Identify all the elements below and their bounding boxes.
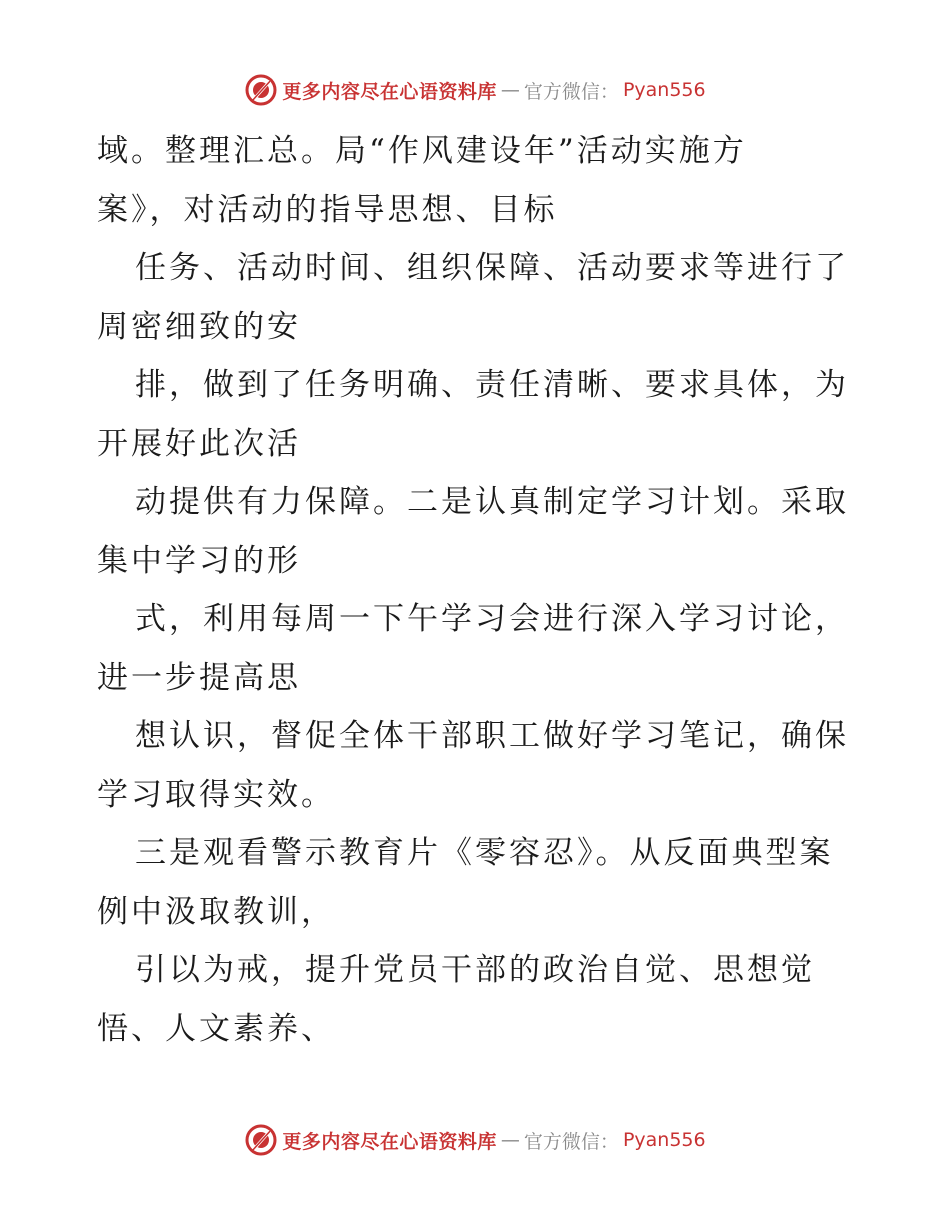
- banner-wechat-id: Pyan556: [622, 79, 706, 101]
- text-line: 周密细致的安: [97, 308, 301, 345]
- text-line: 案》，对活动的指导思想、目标: [97, 191, 558, 228]
- footer-banner: [0, 1120, 950, 1160]
- text-line: 式，利用每周一下午学习会进行深入学习讨论，: [135, 601, 849, 637]
- text-line: 进一步提高思: [97, 659, 301, 696]
- banner-dash: —: [500, 1129, 520, 1151]
- banner-dash: —: [500, 79, 520, 101]
- document-body: [97, 122, 867, 1058]
- text-line: 动提供有力保障。二是认真制定学习计划。采取: [135, 484, 849, 520]
- text-line: 排，做到了任务明确、责任清晰、要求具体，为: [135, 367, 849, 403]
- text-line: 学习取得实效。: [97, 776, 335, 813]
- text-line: 集中学习的形: [97, 542, 301, 579]
- banner-wechat-label: 官方微信：: [523, 1130, 619, 1153]
- text-line: 任务、活动时间、组织保障、活动要求等进行了: [135, 250, 849, 286]
- text-line: 例中汲取教训，: [97, 893, 335, 930]
- text-line: 引以为戒，提升党员干部的政治自觉、思想觉: [135, 952, 815, 988]
- banner-site-text: 更多内容尽在心语资料库: [282, 80, 497, 103]
- text-line: 开展好此次活: [97, 425, 301, 462]
- text-line: 想认识，督促全体干部职工做好学习笔记，确保: [135, 718, 849, 754]
- banner-site-text: 更多内容尽在心语资料库: [282, 1130, 497, 1153]
- text-line: 悟、人文素养、: [97, 1010, 335, 1047]
- brand-logo-icon: [244, 1123, 278, 1157]
- header-banner: [0, 70, 950, 110]
- text-line: 三是观看警示教育片《零容忍》。从反面典型案: [135, 835, 834, 871]
- text-line: 域。整理汇总。局“作风建设年”活动实施方: [97, 133, 747, 169]
- banner-wechat-id: Pyan556: [622, 1129, 706, 1151]
- banner-wechat-label: 官方微信：: [523, 80, 619, 103]
- brand-logo-icon: [244, 73, 278, 107]
